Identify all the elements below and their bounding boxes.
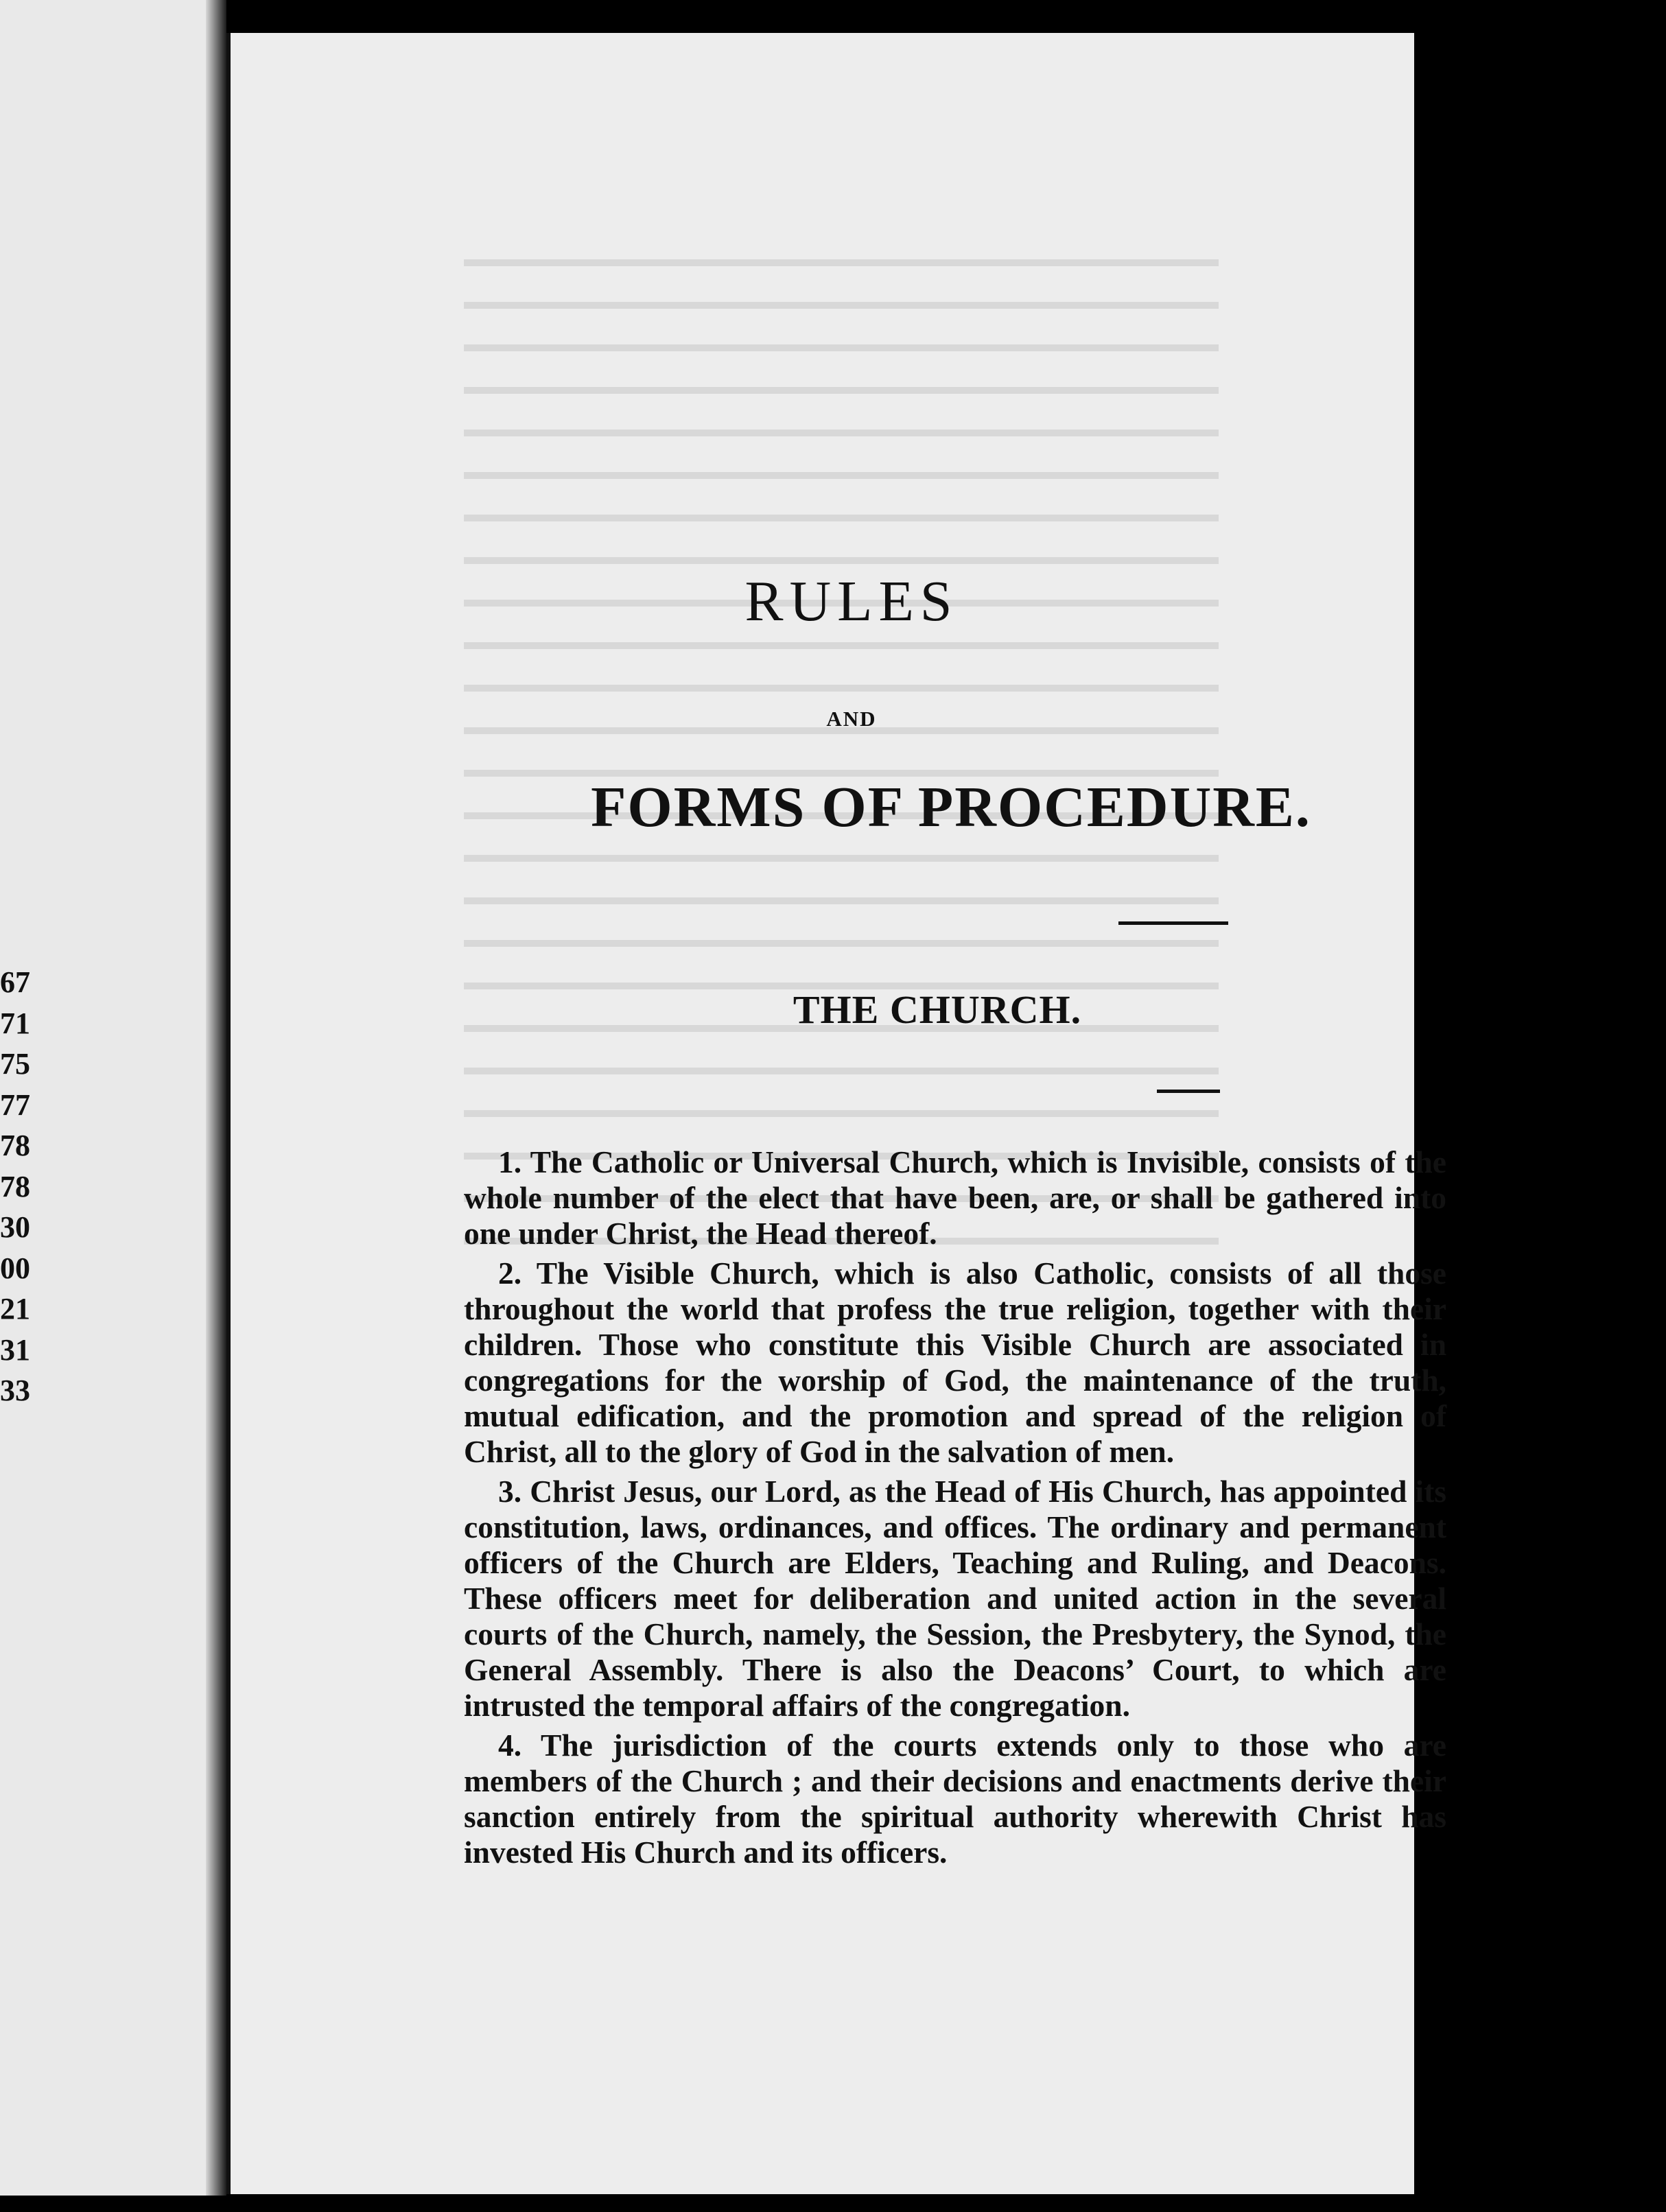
article-1 [464,1144,1446,1251]
title-forms-of-procedure: FORMS OF PROCEDURE. [591,775,1311,839]
article-number: 1. The [498,1144,583,1179]
facing-page-numbers [0,962,41,1411]
facing-page-number: 67 [0,965,30,999]
bleed-through-texture [464,239,1219,1268]
facing-page-number: 78 [0,1129,30,1162]
facing-page-number: 33 [0,1374,30,1407]
facing-page-number: 71 [0,1006,30,1040]
facing-page-number: 75 [0,1047,30,1081]
facing-page-number: 00 [0,1251,30,1285]
article-number: 3. [498,1474,522,1509]
article-list [464,1144,1446,1874]
article-number: 2. [498,1256,522,1291]
facing-page-number: 30 [0,1210,30,1244]
facing-page-number: 31 [0,1332,30,1367]
section-divider [1157,1090,1220,1093]
article-text: Christ Jesus, our Lord, as the Head of His Church, has appointed its constitution, laws, ordinances, and offices. The ordinary and permanent officers of the Church are Elders, Teaching and Ruling, and Deacons. These officers meet for deliberation and united action in the several courts of the Church, namely, the Session, the Presbytery, the Synod, the General Assembly. There is also the Deacons’ Court, to which are intrusted the temporal affairs of the congregation. [464,1474,1446,1723]
title-rules: RULES [744,569,959,633]
facing-page [0,0,226,2196]
article-4 [464,1728,1446,1870]
article-text: The Visible Church, which is also Catholic, consists of all those throughout the world that profess the true religion, together with their children. Those who constitute this Visible Church are associated in congregations for the worship of God, the maintenance of the truth, mutual edification, and the promotion and spread of the religion of Christ, all to the glory of God in the salvation of men. [464,1256,1446,1469]
facing-page-number: 78 [0,1169,30,1203]
section-title: THE CHURCH. [793,987,1082,1032]
facing-page-number: 21 [0,1292,30,1326]
article-2 [464,1256,1446,1470]
facing-page-number: 77 [0,1087,30,1122]
article-3 [464,1474,1446,1723]
title-and: AND [826,707,877,731]
document-page [226,33,1446,2194]
title-divider [1118,921,1228,925]
page-gutter [206,0,226,2196]
article-text: Catholic or Universal Church, which is Invisible, consists of the whole number of the elect that have been, are, or shall be gathered into one under Christ, the Head thereof. [464,1144,1446,1251]
article-number: 4. [498,1728,522,1763]
article-text: The jurisdiction of the courts extends only to those who are members of the Church ; and their decisions and enactments derive their sanction entirely from the spiritual authority wherewith Christ has invested His Church and its officers. [464,1728,1446,1870]
